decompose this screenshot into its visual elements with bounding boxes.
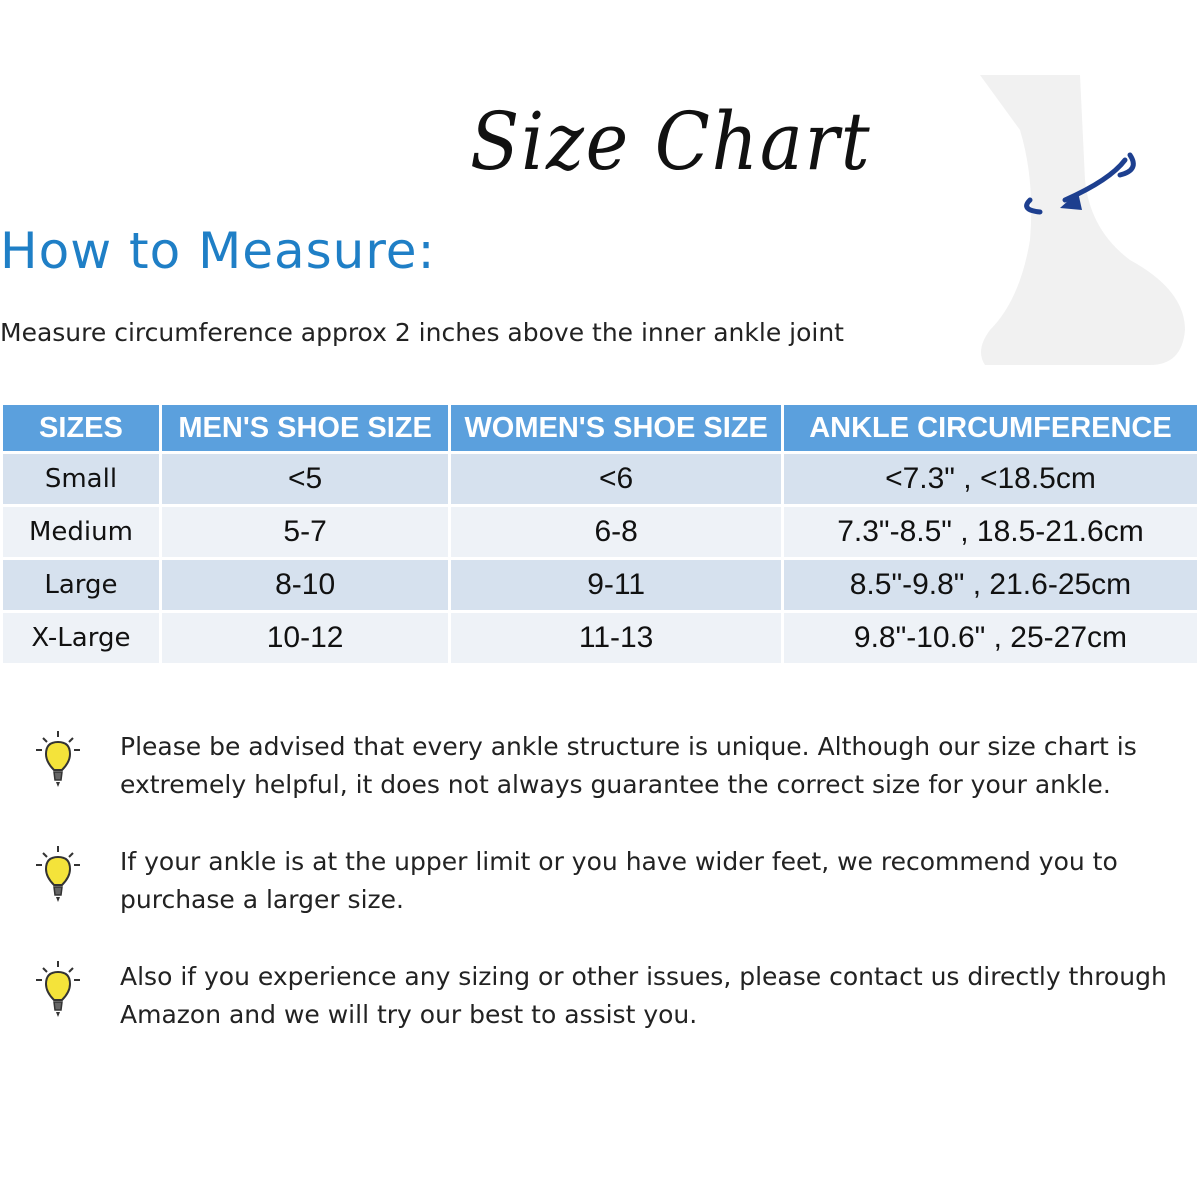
womens-cell: <6: [451, 454, 781, 504]
size-cell: Small: [3, 454, 159, 504]
measure-instruction: Measure circumference approx 2 inches above the inner ankle joint: [0, 318, 844, 347]
size-cell: Medium: [3, 507, 159, 557]
lightbulb-icon: [28, 958, 88, 1020]
tip-line: Please be advised that every ankle structure is unique. Although our size chart is: [120, 732, 1137, 761]
size-cell: Large: [3, 560, 159, 610]
womens-cell: 9-11: [451, 560, 781, 610]
tip-line: purchase a larger size.: [120, 885, 404, 914]
tip-line: If your ankle is at the upper limit or you have wider feet, we recommend you to: [120, 847, 1118, 876]
mens-cell: 10-12: [162, 613, 448, 663]
tip-line: Also if you experience any sizing or other issues, please contact us directly through: [120, 962, 1167, 991]
mens-cell: 8-10: [162, 560, 448, 610]
size-table: [0, 402, 1200, 666]
ankle-cell: 7.3"-8.5" , 18.5-21.6cm: [784, 507, 1197, 557]
how-to-measure-heading: How to Measure:: [0, 222, 436, 280]
tip-line: extremely helpful, it does not always guarantee the correct size for your ankle.: [120, 770, 1111, 799]
col-header-sizes: SIZES: [3, 405, 159, 451]
table-row: [3, 560, 1197, 610]
table-row: [3, 507, 1197, 557]
page-title: Size Chart: [470, 95, 872, 188]
ankle-cell: 9.8"-10.6" , 25-27cm: [784, 613, 1197, 663]
table-header-row: [3, 405, 1197, 451]
mens-cell: 5-7: [162, 507, 448, 557]
table-row: [3, 454, 1197, 504]
size-cell: X-Large: [3, 613, 159, 663]
tip-text: [120, 728, 1180, 804]
tip-text: [120, 958, 1180, 1034]
col-header-ankle: ANKLE CIRCUMFERENCE: [784, 405, 1197, 451]
mens-cell: <5: [162, 454, 448, 504]
lightbulb-icon: [28, 728, 88, 790]
col-header-mens: MEN'S SHOE SIZE: [162, 405, 448, 451]
womens-cell: 11-13: [451, 613, 781, 663]
lightbulb-icon: [28, 843, 88, 905]
womens-cell: 6-8: [451, 507, 781, 557]
ankle-cell: <7.3" , <18.5cm: [784, 454, 1197, 504]
ankle-cell: 8.5"-9.8" , 21.6-25cm: [784, 560, 1197, 610]
ankle-foot-icon: [960, 60, 1200, 380]
col-header-womens: WOMEN'S SHOE SIZE: [451, 405, 781, 451]
tip-text: [120, 843, 1180, 919]
tip-line: Amazon and we will try our best to assist you.: [120, 1000, 698, 1029]
table-row: [3, 613, 1197, 663]
